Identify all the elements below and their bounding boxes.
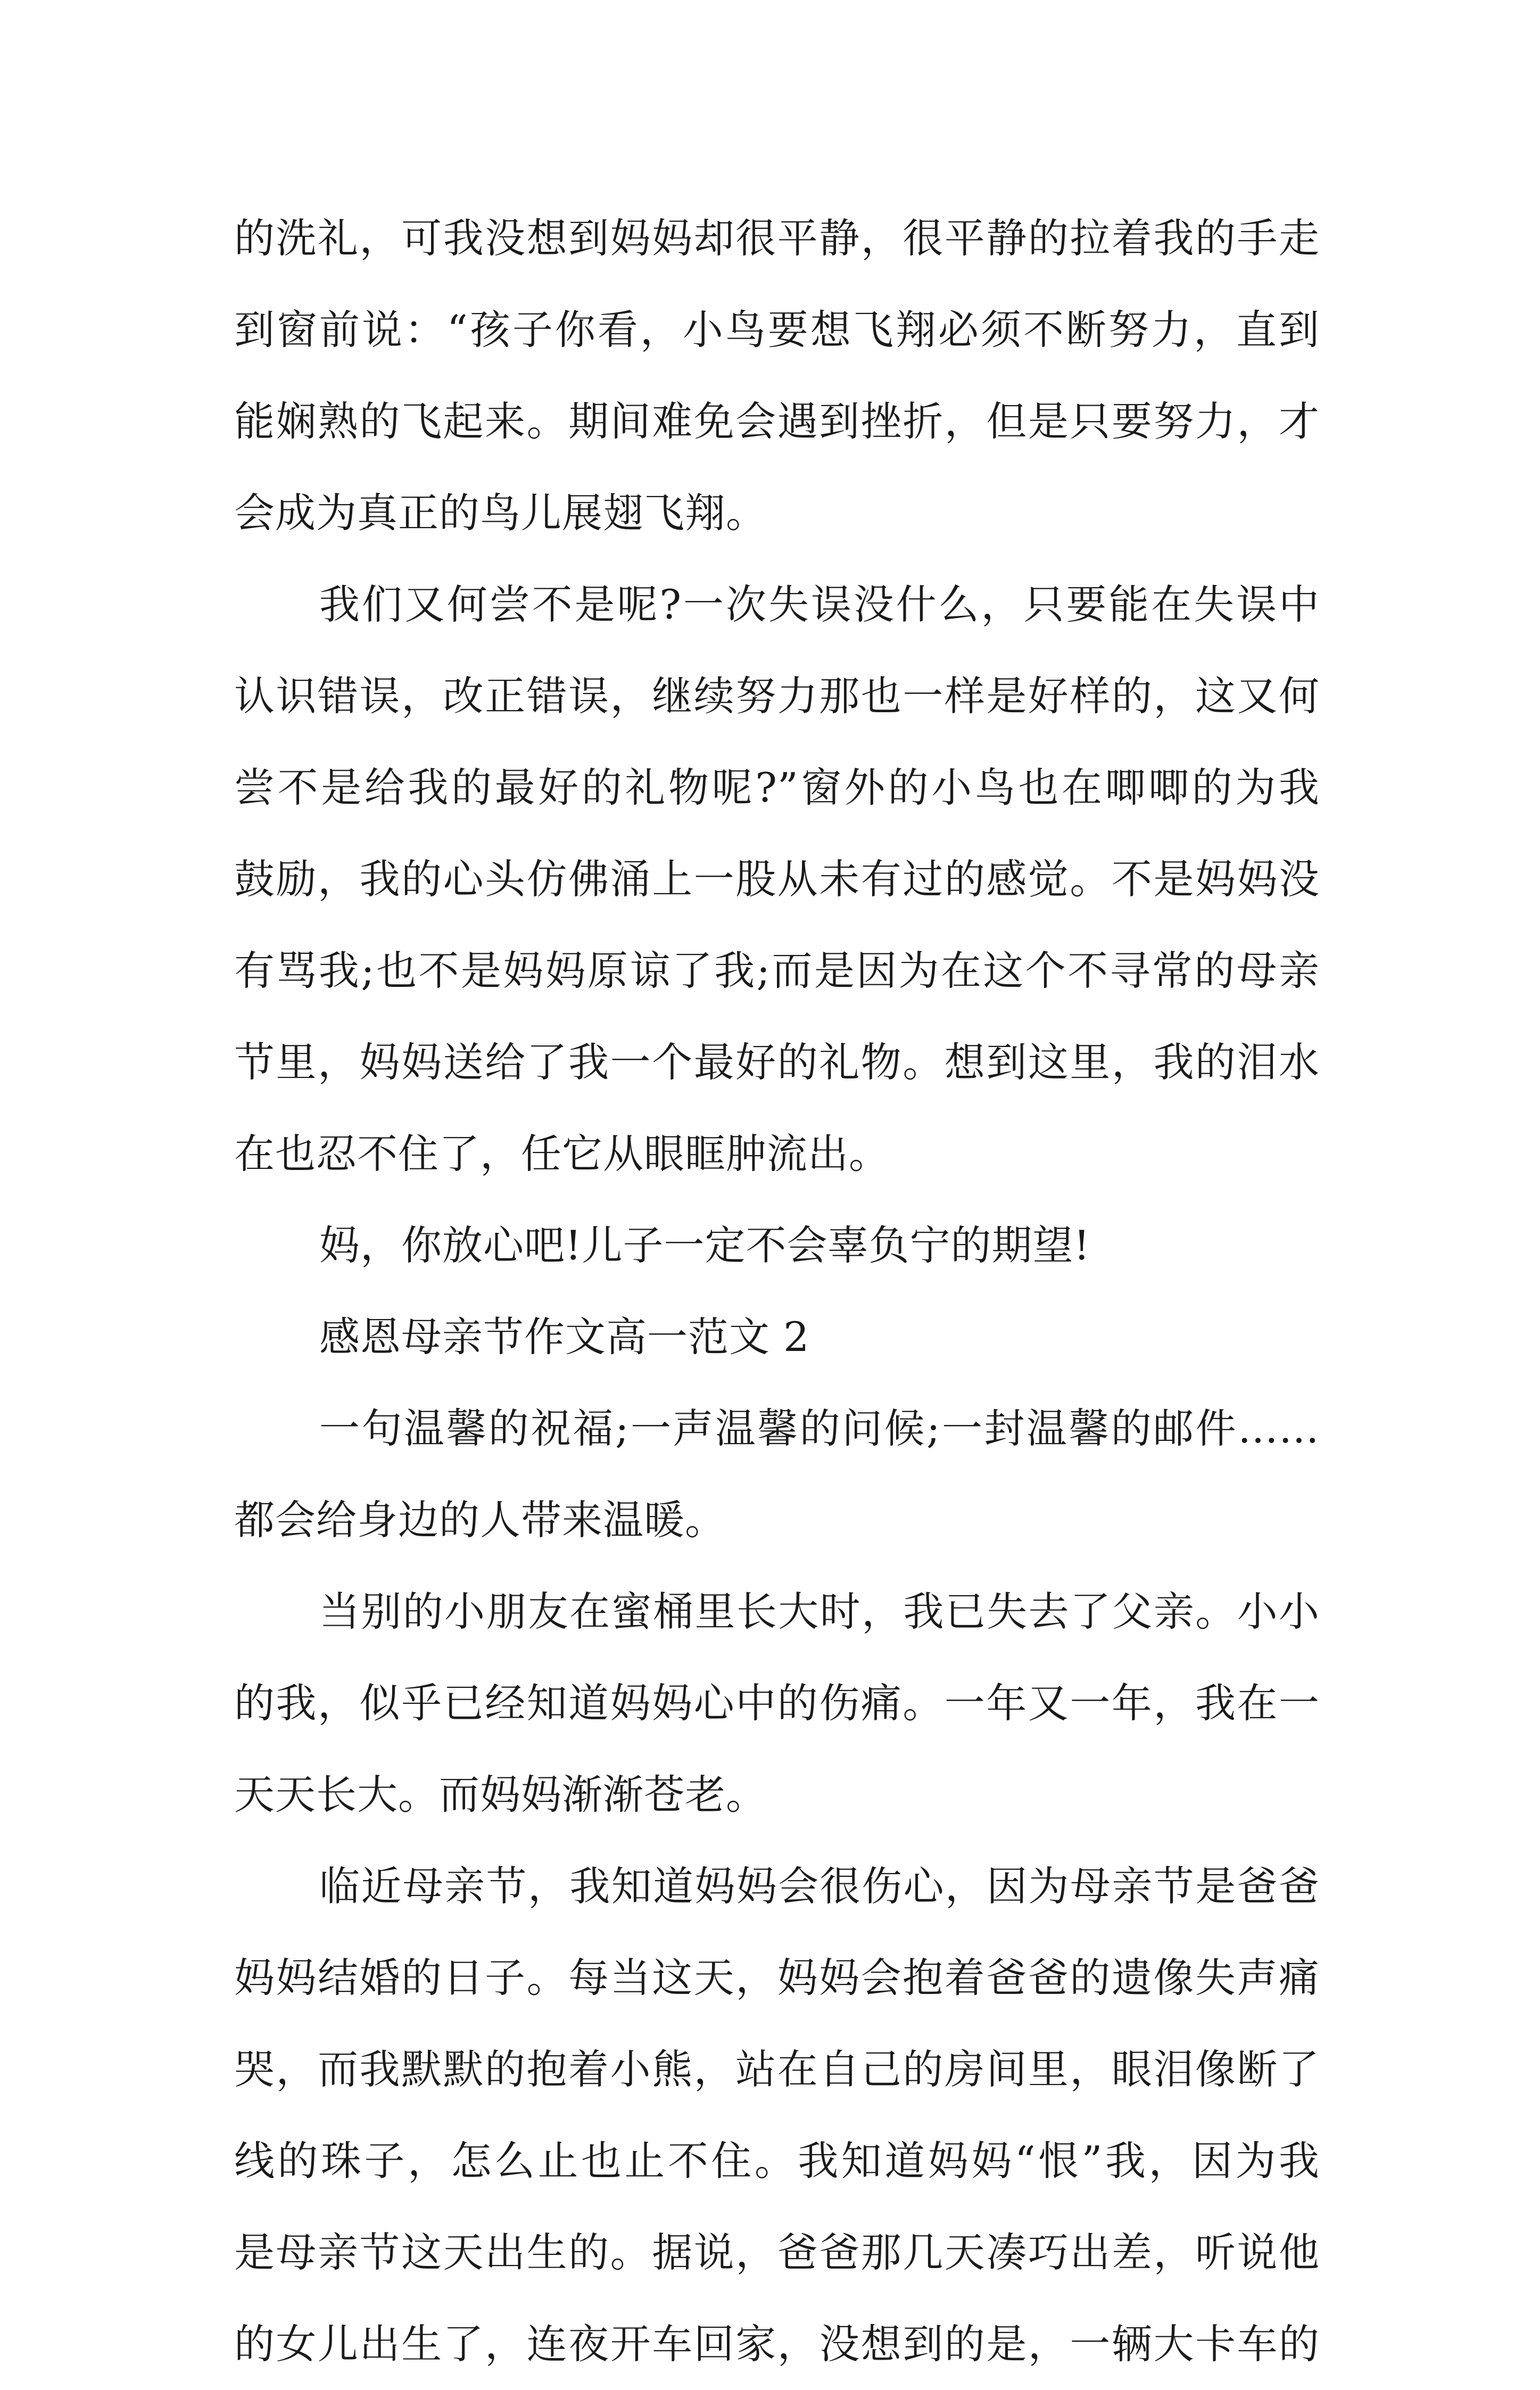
section-heading: 感恩母亲节作文高一范文 2 (319, 1313, 810, 1361)
text-line: 能娴熟的飞起来。期间难免会遇到挫折，但是只要努力，才 (234, 398, 1320, 445)
paragraph-first-line: 我们又何尝不是呢?一次失误没什么，只要能在失误中 (319, 581, 1320, 628)
text-line: 都会给身边的人带来温暖。 (234, 1496, 726, 1544)
paragraph-first-line: 一句温馨的祝福;一声温馨的问候;一封温馨的邮件…… (319, 1405, 1320, 1452)
text-line: 的我，似乎已经知道妈妈心中的伤痛。一年又一年，我在一 (234, 1679, 1320, 1727)
text-line: 是母亲节这天出生的。据说，爸爸那几天凑巧出差，听说他 (234, 2229, 1320, 2276)
text-line: 天天长大。而妈妈渐渐苍老。 (234, 1771, 767, 1818)
paragraph-first-line: 临近母亲节，我知道妈妈会很伤心，因为母亲节是爸爸 (319, 1862, 1320, 1910)
text-line: 的洗礼，可我没想到妈妈却很平静，很平静的拉着我的手走 (234, 215, 1320, 262)
paragraph-first-line: 当别的小朋友在蜜桶里长大时，我已失去了父亲。小小 (319, 1588, 1320, 1635)
paragraph-first-line: 妈，你放心吧!儿子一定不会辜负宁的期望! (319, 1222, 1091, 1269)
text-line: 有骂我;也不是妈妈原谅了我;而是因为在这个不寻常的母亲 (234, 947, 1320, 994)
text-line: 认识错误，改正错误，继续努力那也一样是好样的，这又何 (234, 672, 1320, 720)
text-line: 尝不是给我的最好的礼物呢?”窗外的小鸟也在唧唧的为我 (234, 764, 1320, 811)
text-line: 哭，而我默默的抱着小熊，站在自己的房间里，眼泪像断了 (234, 2046, 1320, 2093)
text-line: 到窗前说：“孩子你看，小鸟要想飞翔必须不断努力，直到 (234, 306, 1320, 353)
text-line: 鼓励，我的心头仿佛涌上一股从未有过的感觉。不是妈妈没 (234, 855, 1320, 903)
text-line: 节里，妈妈送给了我一个最好的礼物。想到这里，我的泪水 (234, 1039, 1320, 1086)
text-line: 的女儿出生了，连夜开车回家，没想到的是，一辆大卡车的 (234, 2320, 1320, 2368)
text-line: 妈妈结婚的日子。每当这天，妈妈会抱着爸爸的遗像失声痛 (234, 1954, 1320, 2001)
text-line: 线的珠子，怎么止也止不住。我知道妈妈“恨”我，因为我 (234, 2137, 1320, 2185)
text-line: 在也忍不住了，任它从眼眶肿流出。 (234, 1130, 890, 1177)
text-line: 会成为真正的鸟儿展翅飞翔。 (234, 489, 767, 537)
